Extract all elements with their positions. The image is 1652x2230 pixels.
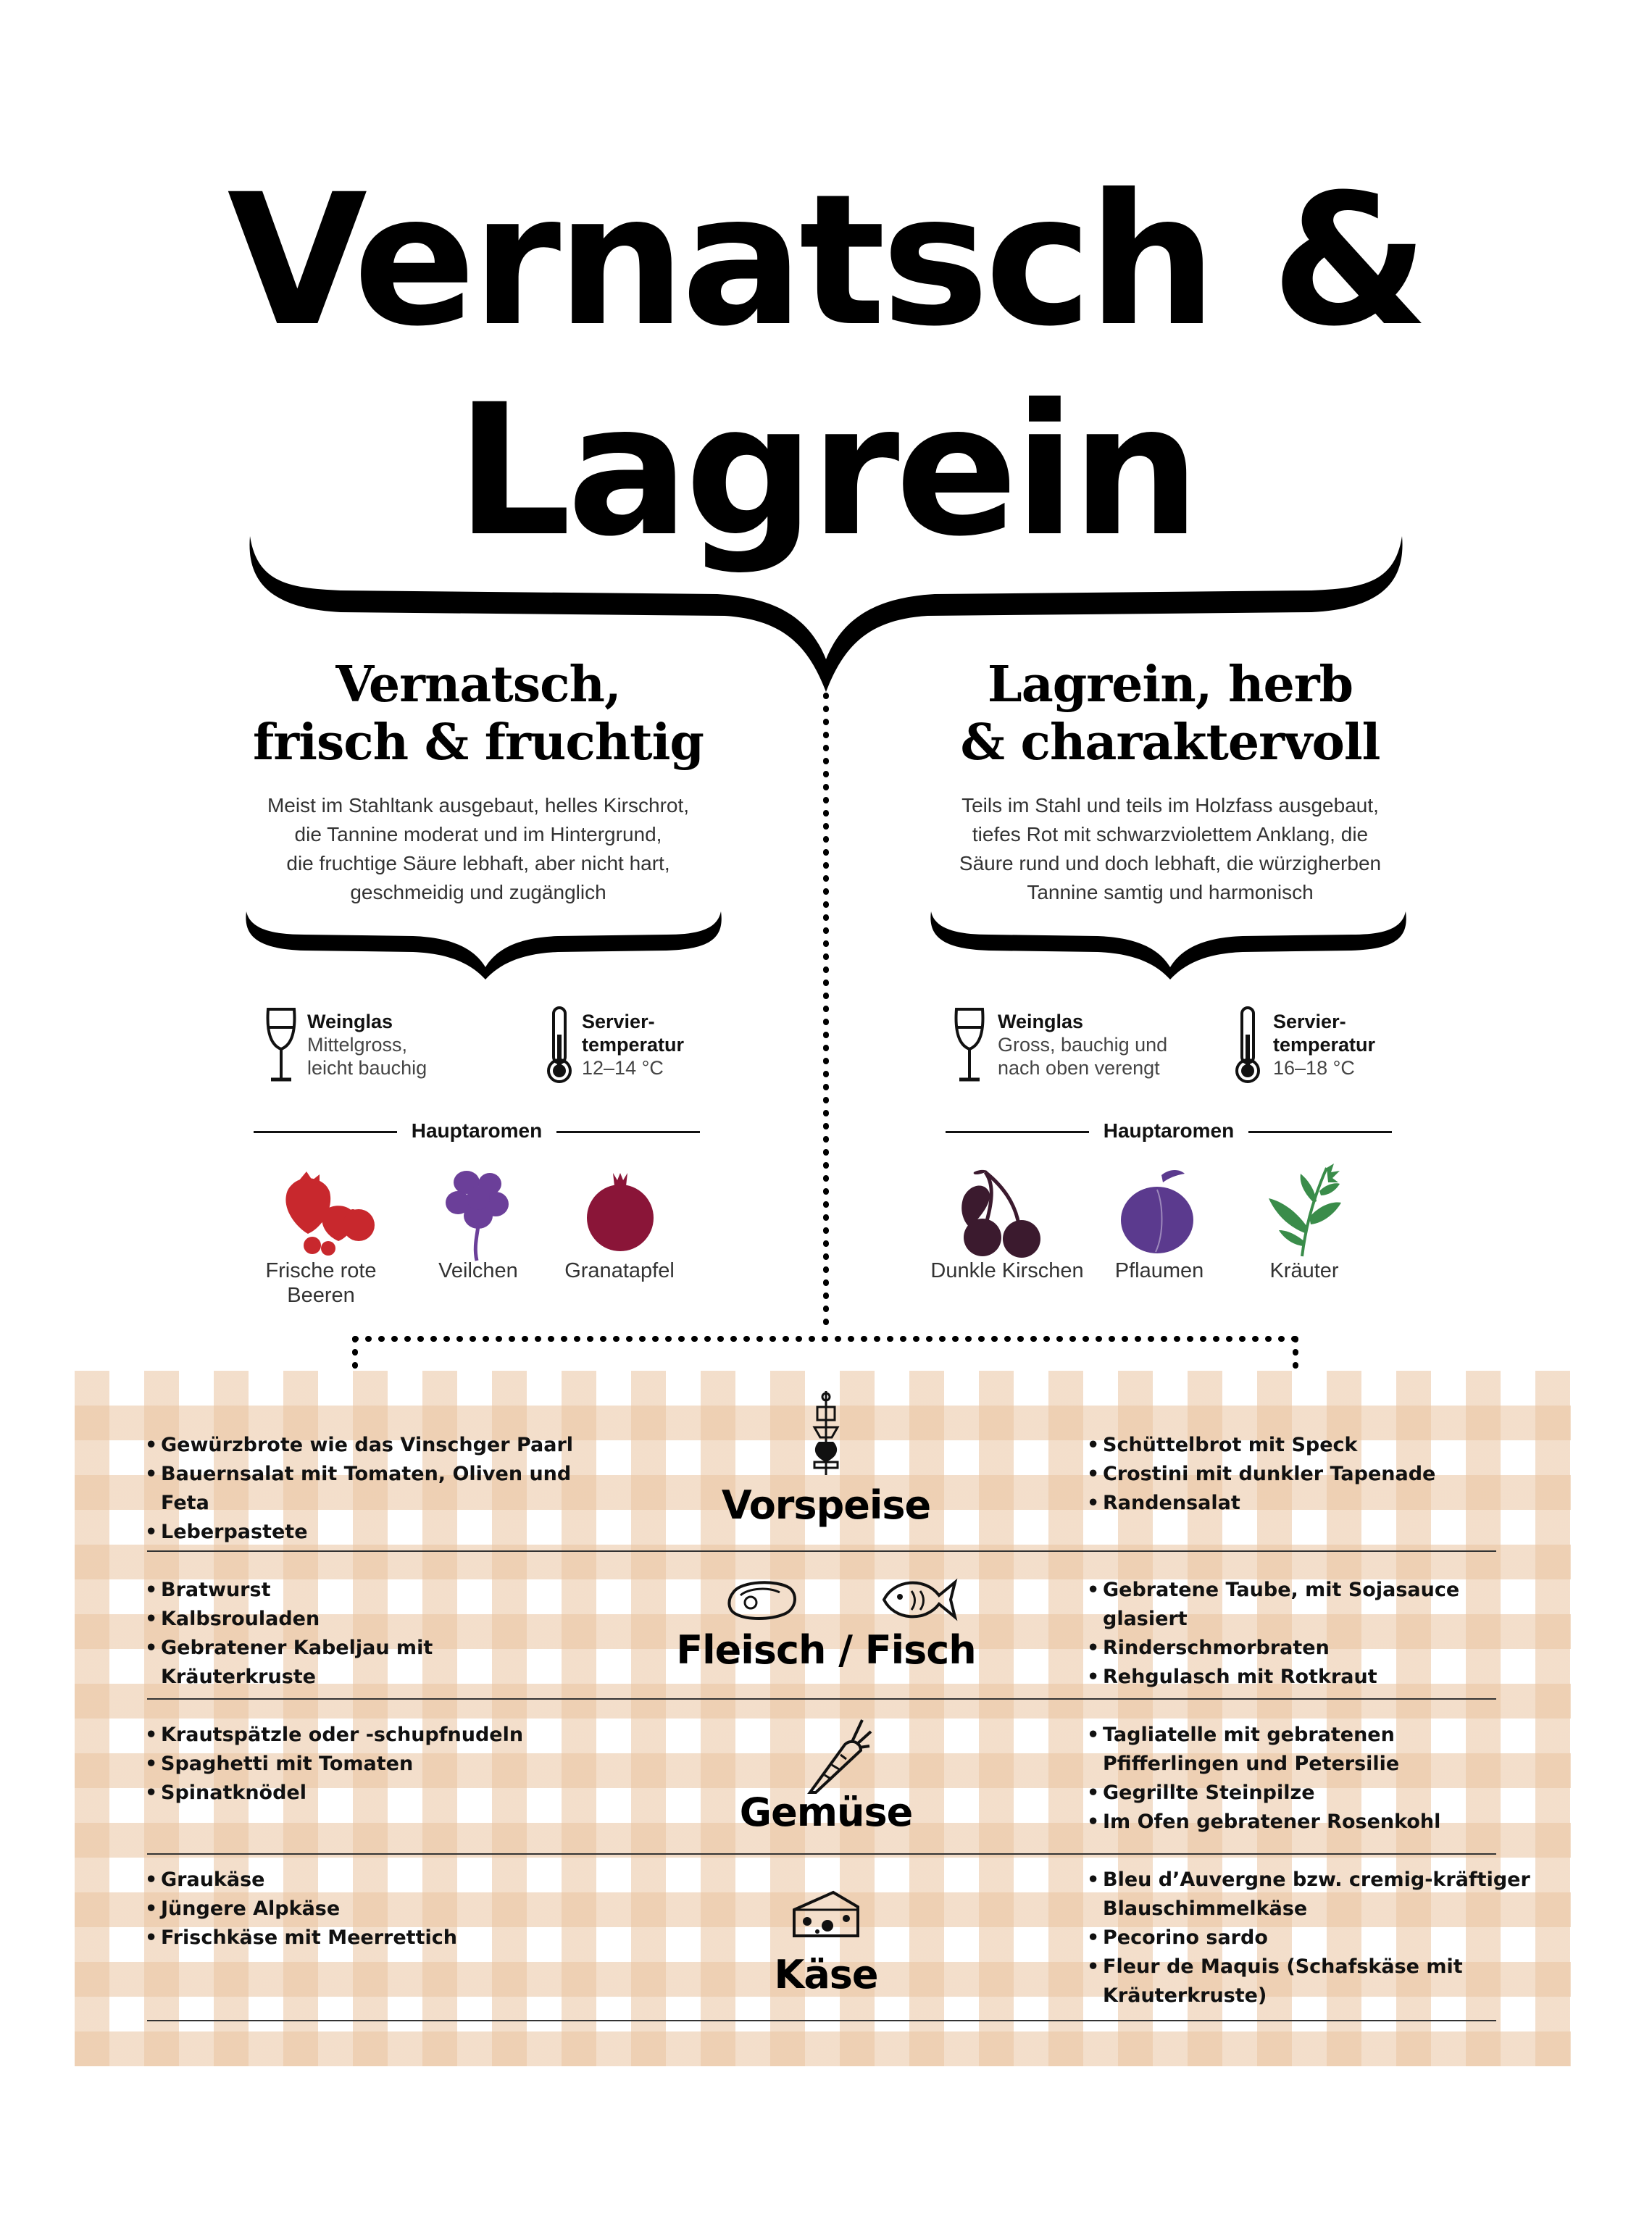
list-item: • Fleur de Maquis (Schafskäse mit Kräuterkruste): [1087, 1953, 1536, 2010]
title-line-2: Lagrein: [456, 365, 1196, 576]
list-item: • Bleu d’Auvergne bzw. cremig-kräftiger Blauschimmelkäse: [1087, 1866, 1536, 1924]
aroma-label-plum: Pflaumen: [1114, 1259, 1204, 1282]
pairing-kaese-left: [145, 1866, 594, 1953]
left-desc-line: geschmeidig und zugänglich: [350, 881, 606, 903]
right-heading-line-2: & charaktervoll: [960, 714, 1380, 772]
right-aroma-heading: Hauptaromen: [1089, 1119, 1248, 1142]
right-heading: [906, 656, 1435, 772]
glass-line: leicht bauchig: [307, 1057, 427, 1079]
right-description: [906, 791, 1435, 907]
aroma-label-cherries: Dunkle Kirschen: [930, 1259, 1084, 1282]
pairing-vorspeise-left: [145, 1431, 580, 1547]
list-item: • Frischkäse mit Meerrettich: [145, 1924, 594, 1953]
list-item: • Kalbsrouladen: [145, 1605, 594, 1634]
skewer-icon: [806, 1390, 846, 1477]
list-item: • Bauernsalat mit Tomaten, Oliven und Feta: [145, 1460, 580, 1518]
aroma-label-herbs: Kräuter: [1269, 1259, 1339, 1282]
list-item: • Jüngere Alpkäse: [145, 1895, 594, 1924]
temp-title: Servier-: [582, 1011, 655, 1032]
herbs-icon: [1264, 1161, 1344, 1258]
wine-glass-icon: [954, 1007, 985, 1084]
list-item: • Gegrillte Steinpilze: [1087, 1779, 1536, 1808]
pairing-gemuese-left: [145, 1721, 594, 1808]
right-desc-line: Teils im Stahl und teils im Holzfass ausgebaut,: [961, 794, 1379, 817]
plum-icon: [1118, 1168, 1198, 1258]
fish-icon: [880, 1572, 959, 1627]
temp-title: Servier-: [1273, 1011, 1346, 1032]
aroma-label-line: Frische rote: [265, 1259, 377, 1282]
row-divider: [147, 1698, 1496, 1700]
aroma-label-line: Beeren: [287, 1284, 355, 1307]
cherries-icon: [956, 1168, 1043, 1258]
left-glass-spec: [307, 1010, 496, 1079]
list-item: • Leberpastete: [145, 1518, 580, 1547]
list-item: • Gewürzbrote wie das Vinschger Paarl: [145, 1431, 580, 1460]
list-item: • Spaghetti mit Tomaten: [145, 1750, 594, 1779]
steak-icon: [726, 1578, 798, 1623]
list-item: • Tagliatelle mit gebratenen Pfifferlingen und Petersilie: [1087, 1721, 1536, 1779]
right-glass-spec: [998, 1010, 1215, 1079]
pairing-gemuese-right: [1087, 1721, 1536, 1837]
right-aroma-heading-wrap: [946, 1119, 1392, 1143]
list-item: • Crostini mit dunkler Tapenade: [1087, 1460, 1522, 1489]
row-divider: [147, 2020, 1496, 2021]
glass-line: Mittelgross,: [307, 1034, 408, 1056]
aroma-label-berries: [230, 1258, 412, 1308]
left-desc-line: die fruchtige Säure lebhaft, aber nicht hart,: [286, 852, 670, 874]
right-desc-line: Säure rund und doch lebhaft, die würzigherben: [959, 852, 1382, 874]
temp-value: 16–18 °C: [1273, 1057, 1355, 1079]
left-description: [217, 791, 739, 907]
left-desc-line: Meist im Stahltank ausgebaut, helles Kirschrot,: [267, 794, 690, 817]
glass-title: Weinglas: [998, 1011, 1084, 1032]
course-vorspeise: Vorspeise: [721, 1482, 931, 1528]
glass-line: Gross, bauchig und: [998, 1034, 1168, 1056]
violet-flower-icon: [443, 1168, 513, 1262]
thermometer-icon: [545, 1006, 574, 1085]
list-item: • Krautspätzle oder -schupfnudeln: [145, 1721, 594, 1750]
course-fleisch-fisch: Fleisch / Fisch: [676, 1627, 976, 1673]
left-aroma-heading: Hauptaromen: [397, 1119, 556, 1142]
pomegranate-icon: [585, 1170, 655, 1257]
left-desc-line: die Tannine moderat und im Hintergrund,: [294, 823, 662, 845]
left-heading-line-1: Vernatsch,: [335, 656, 621, 714]
list-item: • Gebratene Taube, mit Sojasauce glasiert: [1087, 1576, 1551, 1634]
left-heading: [217, 656, 739, 772]
right-desc-line: tiefes Rot mit schwarzviolettem Anklang, die: [972, 823, 1369, 845]
list-item: • Randensalat: [1087, 1489, 1522, 1518]
list-item: • Gebratener Kabeljau mit Kräuterkruste: [145, 1634, 594, 1692]
title-line-1: Vernatsch &: [227, 155, 1425, 366]
pairing-vorspeise-right: [1087, 1431, 1522, 1518]
course-kaese: Käse: [774, 1952, 878, 1997]
glass-title: Weinglas: [307, 1011, 393, 1032]
aroma-label-violet: Veilchen: [438, 1259, 518, 1282]
left-small-brace: [246, 911, 721, 980]
pairing-fleisch-left: [145, 1576, 594, 1692]
aroma-label-pomegranate: Granatapfel: [564, 1259, 675, 1282]
list-item: • Graukäse: [145, 1866, 594, 1895]
temp-title: temperatur: [582, 1034, 685, 1056]
list-item: • Rinderschmorbraten: [1087, 1634, 1551, 1663]
temp-value: 12–14 °C: [582, 1057, 664, 1079]
wine-glass-icon: [265, 1007, 297, 1084]
list-item: • Spinatknödel: [145, 1779, 594, 1808]
right-desc-line: Tannine samtig und harmonisch: [1027, 881, 1314, 903]
left-heading-line-2: frisch & fruchtig: [253, 714, 704, 772]
left-temp-spec: [582, 1010, 748, 1079]
temp-title: temperatur: [1273, 1034, 1376, 1056]
right-temp-spec: [1273, 1010, 1440, 1079]
cheese-icon: [790, 1888, 862, 1940]
thermometer-icon: [1233, 1006, 1262, 1085]
list-item: • Schüttelbrot mit Speck: [1087, 1431, 1522, 1460]
right-small-brace: [930, 911, 1406, 980]
row-divider: [147, 1550, 1496, 1552]
berries-icon: [278, 1170, 379, 1257]
right-heading-line-1: Lagrein, herb: [987, 656, 1353, 714]
row-divider: [147, 1853, 1496, 1855]
list-item: • Rehgulasch mit Rotkraut: [1087, 1663, 1551, 1692]
list-item: • Pecorino sardo: [1087, 1924, 1536, 1953]
glass-line: nach oben verengt: [998, 1057, 1160, 1079]
list-item: • Bratwurst: [145, 1576, 594, 1605]
course-gemuese: Gemüse: [739, 1790, 913, 1835]
list-item: • Im Ofen gebratener Rosenkohl: [1087, 1808, 1536, 1837]
carrot-icon: [803, 1717, 872, 1797]
pairing-fleisch-right: [1087, 1576, 1551, 1692]
left-aroma-heading-wrap: [254, 1119, 700, 1143]
pairing-kaese-right: [1087, 1866, 1536, 2010]
